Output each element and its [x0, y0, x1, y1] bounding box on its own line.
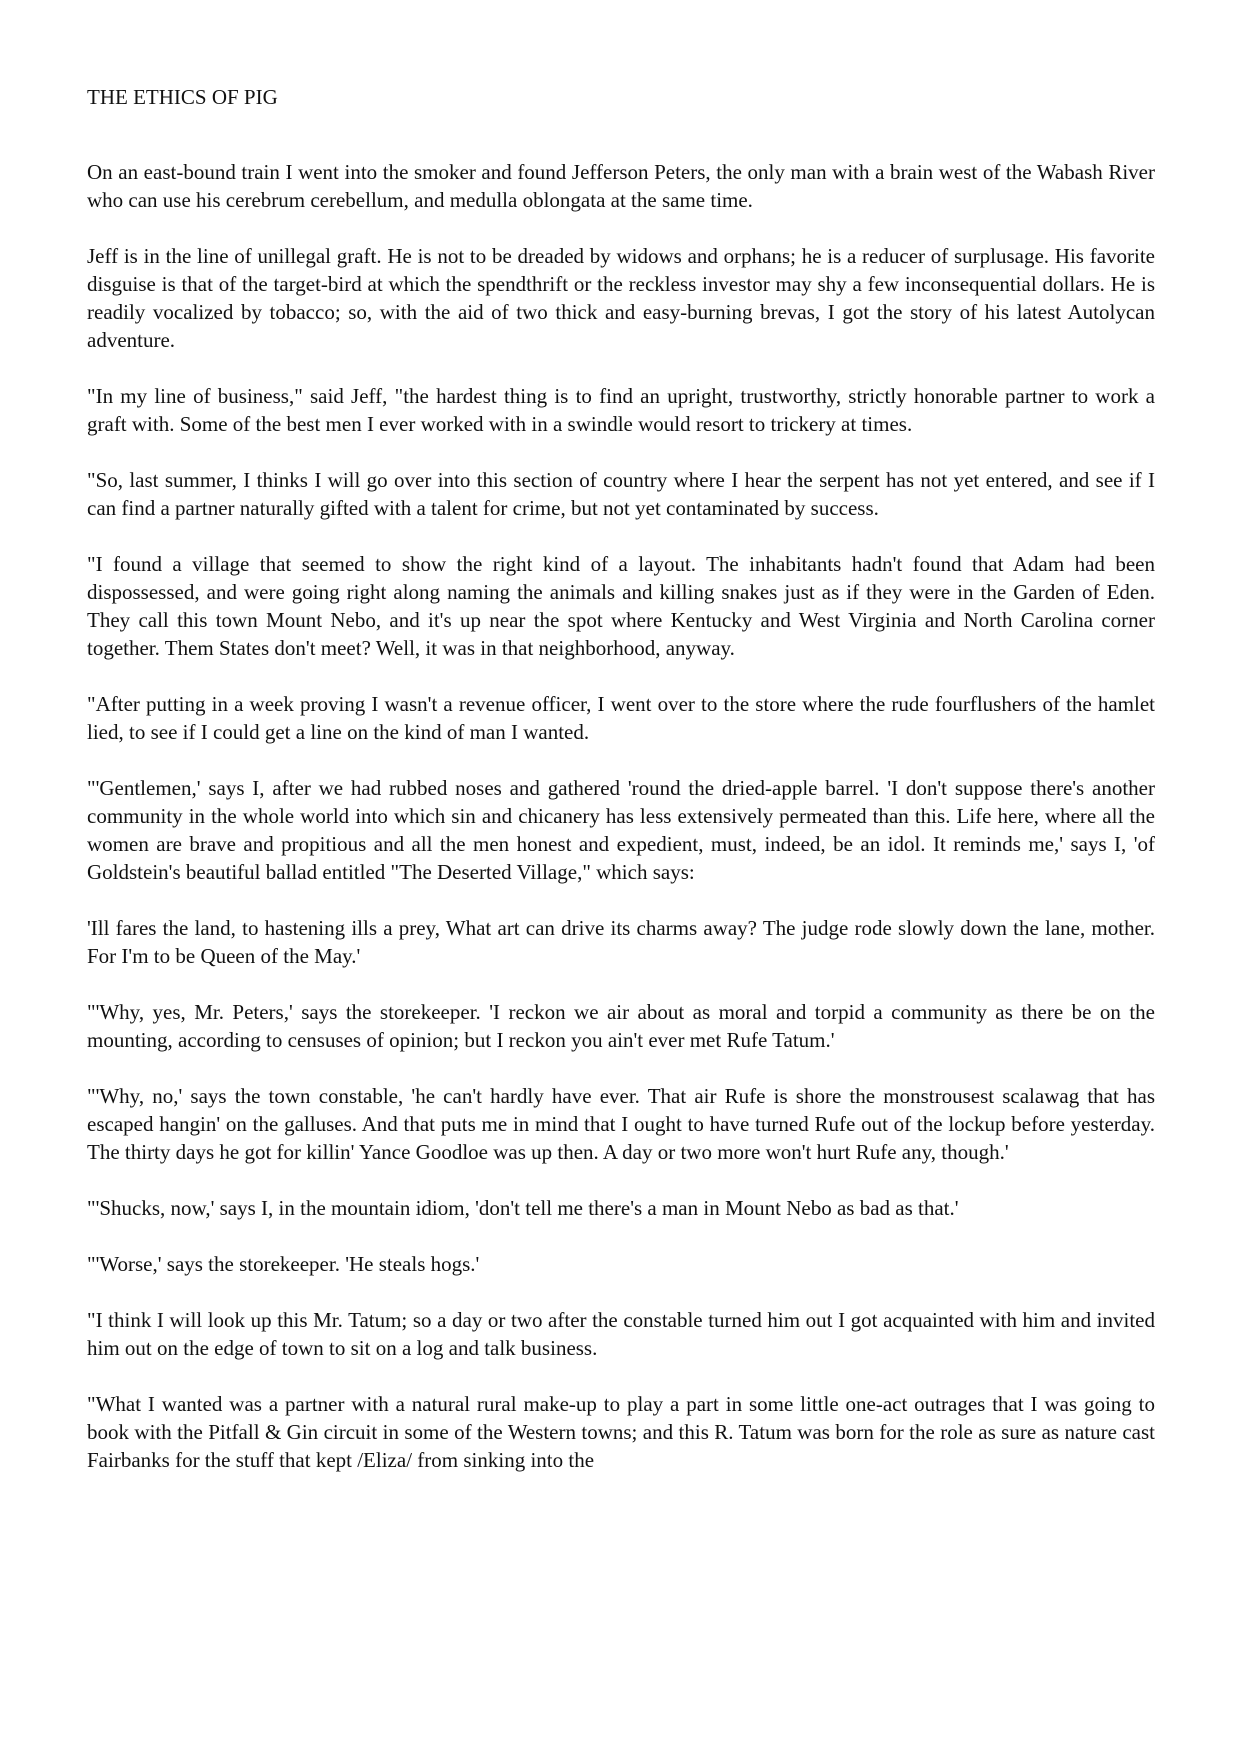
verse-paragraph: 'Ill fares the land, to hastening ills a prey, What art can drive its charms away? The judge rode slowly down the lane, mother. For I'm to be Queen of the May.' — [87, 916, 1155, 968]
paragraph: "In my line of business," said Jeff, "the hardest thing is to find an upright, trustworthy, strictly honorable partner to work a graft with. Some of the best men I ever worked with in a swindle would resort to trickery at times. — [87, 384, 1155, 436]
paragraph: "So, last summer, I thinks I will go over into this section of country where I hear the serpent has not yet entered, and see if I can find a partner naturally gifted with a talent for crime, but not yet contaminated by success. — [87, 468, 1155, 520]
paragraph: "'Why, yes, Mr. Peters,' says the storekeeper. 'I reckon we air about as moral and torpid a community as there be on the mounting, according to censuses of opinion; but I reckon you ain't ever met Rufe Tatum.' — [87, 1000, 1155, 1052]
paragraph: "'Worse,' says the storekeeper. 'He steals hogs.' — [87, 1252, 480, 1276]
paragraph: "'Gentlemen,' says I, after we had rubbed noses and gathered 'round the dried-apple barrel. 'I don't suppose there's another community in the whole world into which sin and chicanery has less extensively permeated than this. Life here, where all the women are brave and propitious and all the men honest and expedient, must, indeed, be an idol. It reminds me,' says I, 'of Goldstein's beautiful ballad entitled "The Deserted Village," which says: — [87, 776, 1155, 884]
paragraph: "After putting in a week proving I wasn't a revenue officer, I went over to the store where the rude fourflushers of the hamlet lied, to see if I could get a line on the kind of man I wanted. — [87, 692, 1155, 744]
paragraph: On an east-bound train I went into the smoker and found Jefferson Peters, the only man with a brain west of the Wabash River who can use his cerebrum cerebellum, and medulla oblongata at the same time. — [87, 160, 1155, 212]
document-page — [87, 83, 1155, 1474]
paragraph: "I think I will look up this Mr. Tatum; so a day or two after the constable turned him out I got acquainted with him and invited him out on the edge of town to sit on a log and talk business. — [87, 1308, 1155, 1360]
paragraph: "'Shucks, now,' says I, in the mountain idiom, 'don't tell me there's a man in Mount Nebo as bad as that.' — [87, 1196, 959, 1220]
paragraph: "'Why, no,' says the town constable, 'he can't hardly have ever. That air Rufe is shore the monstrousest scalawag that has escaped hangin' on the galluses. And that puts me in mind that I ought to have turned Rufe out of the lockup before yesterday. The thirty days he got for killin' Yance Goodloe was up then. A day or two more won't hurt Rufe any, though.' — [87, 1084, 1155, 1164]
paragraph: "What I wanted was a partner with a natural rural make-up to play a part in some little one-act outrages that I was going to book with the Pitfall & Gin circuit in some of the Western towns; and this R. Tatum was born for the role as sure as nature cast Fairbanks for the stuff that kept /Eliza/ from sinking into the — [87, 1392, 1155, 1472]
paragraph: "I found a village that seemed to show the right kind of a layout. The inhabitants hadn't found that Adam had been dispossessed, and were going right along naming the animals and killing snakes just as if they were in the Garden of Eden. They call this town Mount Nebo, and it's up near the spot where Kentucky and West Virginia and North Carolina corner together. Them States don't meet? Well, it was in that neighborhood, anyway. — [87, 552, 1155, 660]
document-title: THE ETHICS OF PIG — [87, 85, 278, 109]
paragraph: Jeff is in the line of unillegal graft. He is not to be dreaded by widows and orphans; he is a reducer of surplusage. His favorite disguise is that of the target-bird at which the spendthrift or the reckless investor may shy a few inconsequential dollars. He is readily vocalized by tobacco; so, with the aid of two thick and easy-burning brevas, I got the story of his latest Autolycan adventure. — [87, 244, 1155, 352]
